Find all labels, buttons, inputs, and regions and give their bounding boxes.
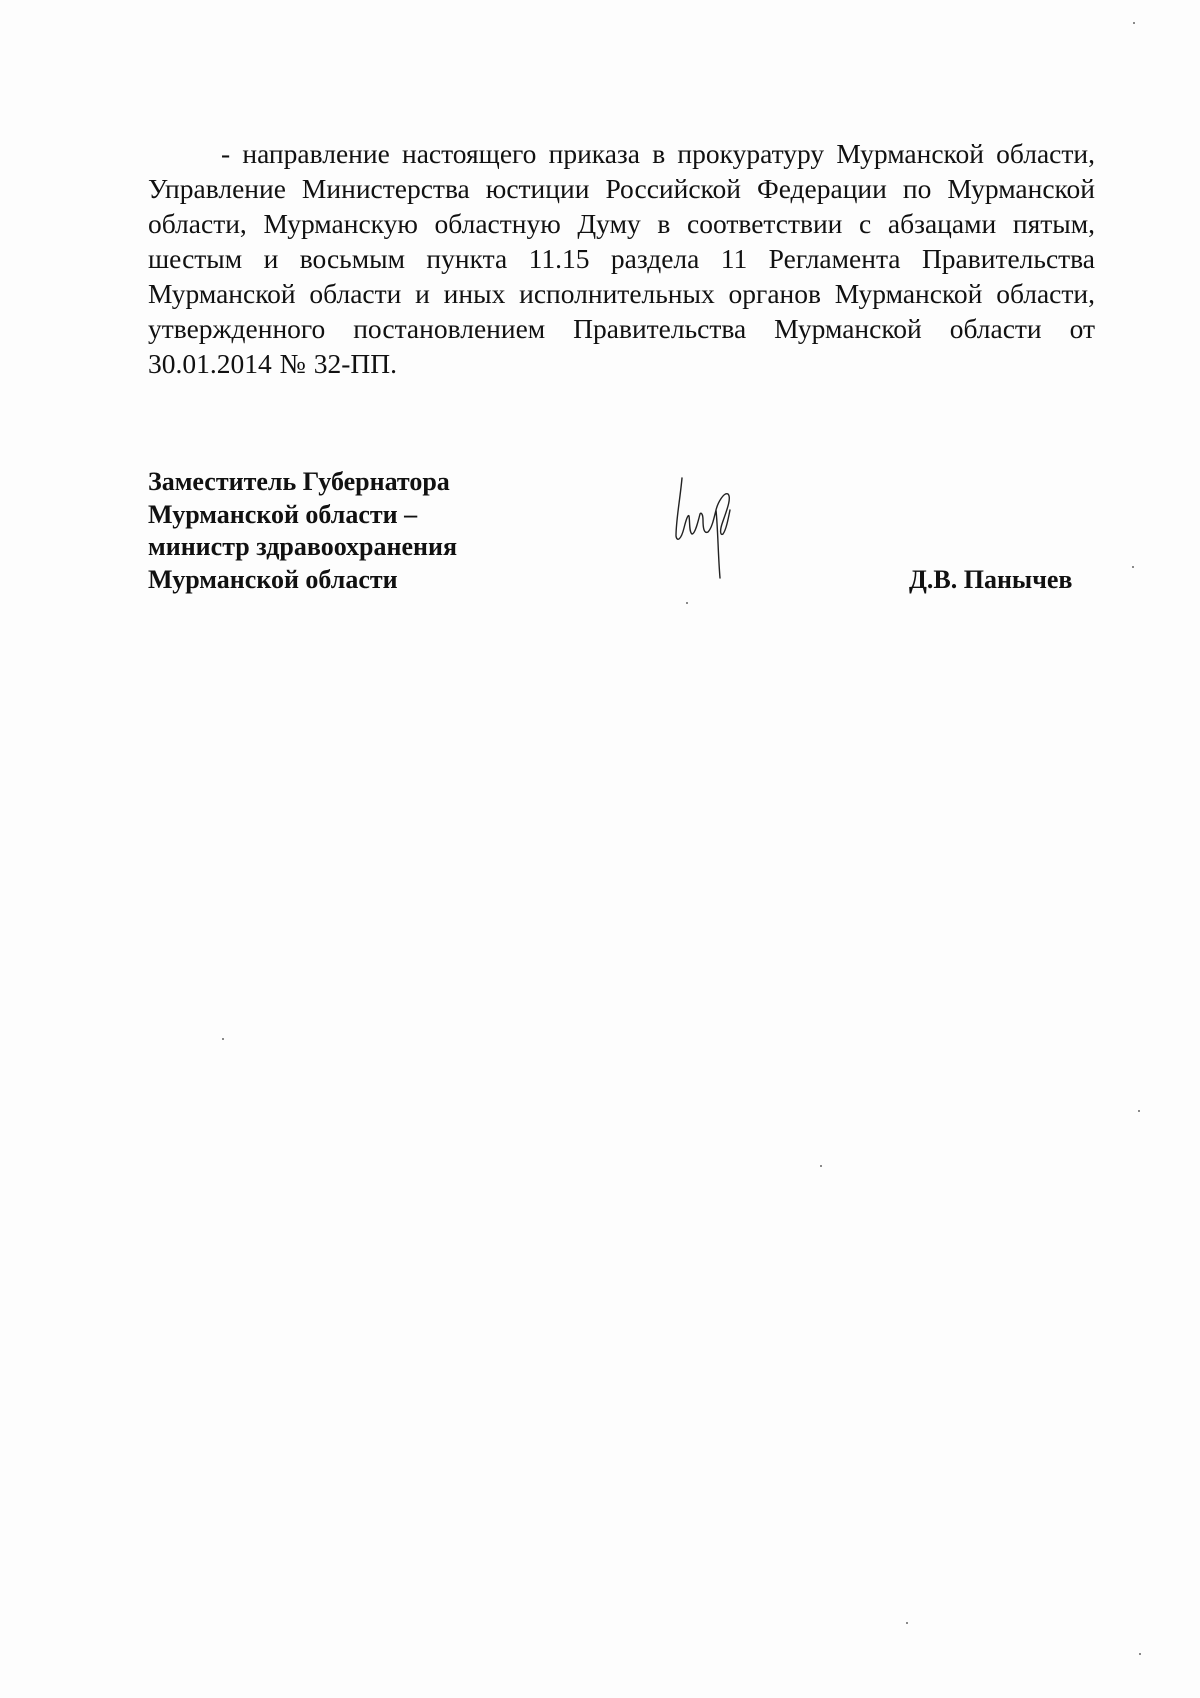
signatory-position — [148, 466, 457, 596]
scan-speck — [1139, 1653, 1141, 1655]
scan-speck — [1132, 566, 1134, 568]
signatory-position-line: Мурманской области — [148, 564, 398, 594]
scan-speck — [686, 602, 688, 604]
scan-speck — [222, 1038, 224, 1040]
signatory-position-line: Заместитель Губернатора — [148, 467, 450, 496]
scan-speck — [820, 1165, 822, 1167]
scan-speck — [1133, 22, 1135, 24]
handwritten-signature-icon — [668, 470, 748, 580]
body-paragraph: - направление настоящего приказа в прокуратуру Мурманской области, Управление Министерства юстиции Российской Федерации по Мурманской области, Мурманскую областную Думу в соответствии с абзацами пятым, шестым и восьмым пункта 11.15 раздела 11 Регламента Правительства Мурманской области и иных исполнительных органов Мурманской области, утвержденного постановлением Правительства Мурманской области от 30.01.2014 № 32-ПП. — [148, 138, 1095, 379]
signatory-name: Д.В. Панычев — [909, 565, 1073, 594]
scan-speck — [906, 1622, 908, 1624]
scan-speck — [1138, 1110, 1140, 1112]
signatory-position-line: Мурманской области – — [148, 499, 418, 529]
signatory-position-line: министр здравоохранения — [148, 532, 458, 561]
